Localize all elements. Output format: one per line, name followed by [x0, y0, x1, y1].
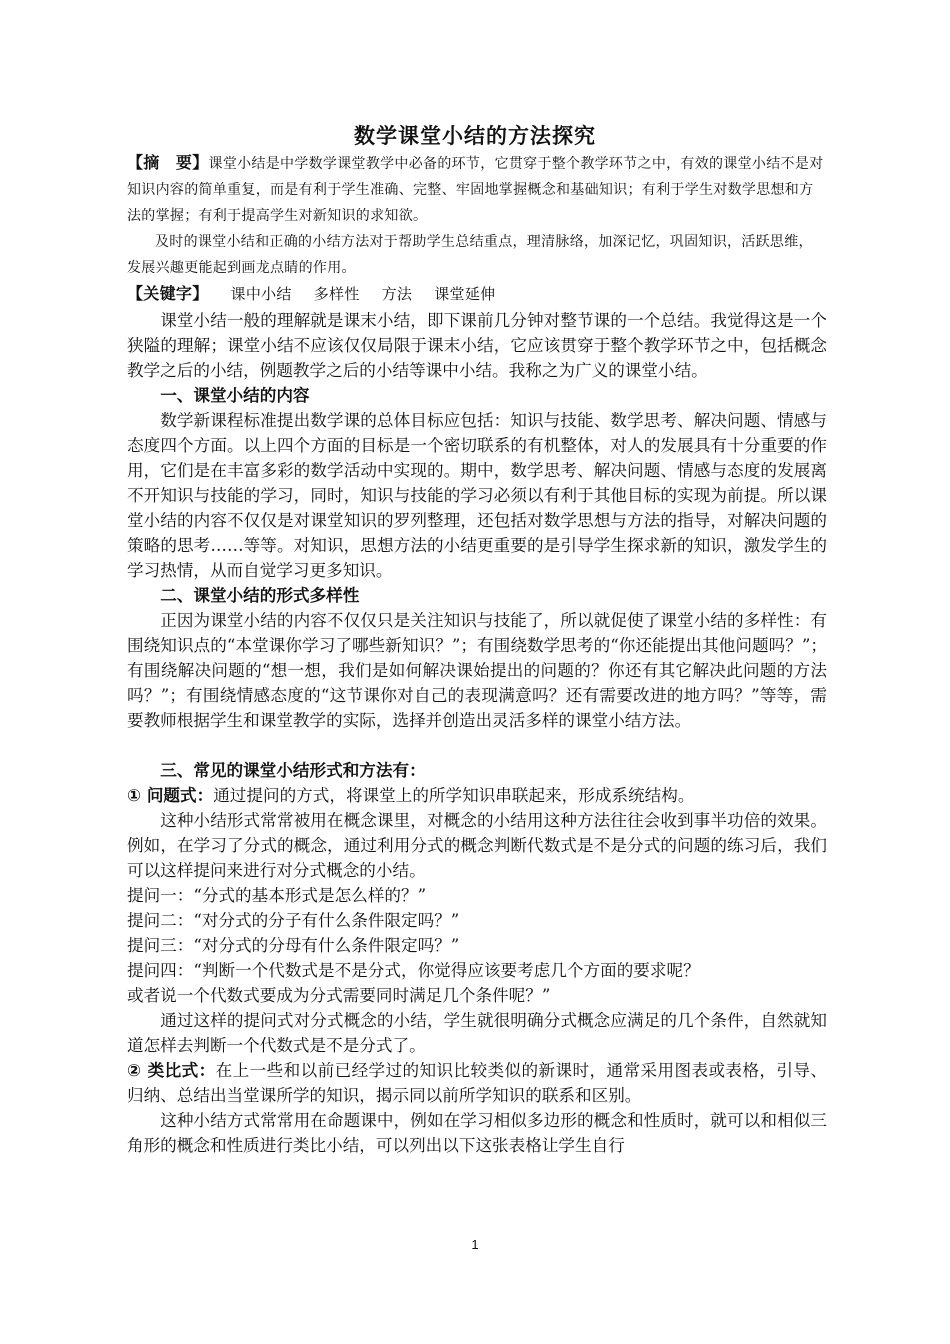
- question-line: 或者说一个代数式要成为分式需要同时满足几个条件呢？”: [127, 986, 551, 1005]
- method1-conclusion: 通过这样的提问式对分式概念的小结，学生就很明确分式概念应满足的几个条件，自然就知道怎样去判断一个代数式是不是分式了。: [127, 1011, 827, 1055]
- question-line: 提问一：“分式的基本形式是怎么样的？”: [127, 886, 427, 905]
- method1-label: ① 问题式：: [127, 786, 214, 805]
- section2-heading: 二、课堂小结的形式多样性: [160, 586, 360, 605]
- main-text: [127, 308, 827, 1158]
- keywords-line: [127, 281, 827, 308]
- keyword-item: 课堂延伸: [434, 285, 496, 303]
- abstract-section: [127, 150, 827, 308]
- question-line: 提问三：“对分式的分母有什么条件限定吗？”: [127, 936, 460, 955]
- blank-line: [127, 733, 827, 758]
- question-line: 提问四：“判断一个代数式是不是分式，你觉得应该要考虑几个方面的要求呢？: [127, 961, 700, 980]
- method2-paragraph: 这种小结方式常常用在命题课中，例如在学习相似多边形的概念和性质时，就可以和相似三角形的概念和性质进行类比小结，可以列出以下这张表格让学生自行: [127, 1111, 827, 1155]
- document-title: 数学课堂小结的方法探究: [354, 124, 596, 148]
- method2-label: ② 类比式：: [127, 1061, 216, 1080]
- intro-paragraph: 课堂小结一般的理解就是课末小结，即下课前几分钟对整节课的一个总结。我觉得这是一个狭隘的理解；课堂小结不应该仅仅局限于课末小结，它应该贯穿于整个教学环节之中，包括概念教学之后的小结，例题教学之后的小结等课中小结。我称之为广义的课堂小结。: [127, 311, 827, 380]
- page-number: 1: [471, 1237, 479, 1252]
- section1-heading: 一、课堂小结的内容: [160, 386, 310, 405]
- method1-text: 通过提问的方式，将课堂上的所学知识串联起来，形成系统结构。: [213, 786, 695, 805]
- keyword-item: 课中小结: [230, 285, 292, 303]
- keywords-label: 【关键字】: [127, 284, 209, 303]
- keyword-item: 方法: [381, 285, 413, 303]
- keyword-item: 多样性: [313, 285, 360, 303]
- section2-paragraph: 正因为课堂小结的内容不仅仅只是关注知识与技能了，所以就促使了课堂小结的多样性：有围绕知识点的“本堂课你学习了哪些新知识？”；有围绕数学思考的“你还能提出其他问题吗？”；有围绕解决问题的“想一想，我们是如何解决课始提出的问题的？你还有其它解决此问题的方法吗？”；有围绕情感态度的“这节课你对自己的表现满意吗？还有需要改进的地方吗？”等等，需要教师根据学生和课堂教学的实际，选择并创造出灵活多样的课堂小结方法。: [127, 611, 827, 730]
- document-body: [127, 150, 827, 1158]
- section1-paragraph: 数学新课程标准提出数学课的总体目标应包括：知识与技能、数学思考、解决问题、情感与态度四个方面。以上四个方面的目标是一个密切联系的有机整体，对人的发展具有十分重要的作用，它们是在丰富多彩的数学活动中实现的。期中，数学思考、解决问题、情感与态度的发展离不开知识与技能的学习，同时，知识与技能的学习必须以有利于其他目标的实现为前提。所以课堂小结的内容不仅仅是对课堂知识的罗列整理，还包括对数学思想与方法的指导，对解决问题的策略的思考……等等。对知识，思想方法的小结更重要的是引导学生探求新的知识，激发学生的学习热情，从而自觉学习更多知识。: [127, 411, 827, 580]
- method1-line: [127, 783, 827, 808]
- method2-line: [127, 1058, 827, 1108]
- abstract-text: 课堂小结是中学数学课堂教学中必备的环节，它贯穿于整个教学环节之中，有效的课堂小结不是对知识内容的简单重复，而是有利于学生准确、完整、牢固地掌握概念和基础知识；有利于学生对数学思想和方法的掌握；有利于提高学生对新知识的求知欲。: [127, 156, 824, 224]
- section3-heading: 三、常见的课堂小结形式和方法有：: [160, 761, 426, 780]
- abstract-text-2: 及时的课堂小结和正确的小结方法对于帮助学生总结重点，理清脉络，加深记忆，巩固知识，活跃思维，发展兴趣更能起到画龙点睛的作用。: [127, 234, 813, 276]
- question-line: 提问二：“对分式的分子有什么条件限定吗？”: [127, 911, 460, 930]
- method1-paragraph: 这种小结形式常常被用在概念课里，对概念的小结用这种方法往往会收到事半功倍的效果。例如，在学习了分式的概念，通过利用分式的概念判断代数式是不是分式的问题的练习后，我们可以这样提问来进行对分式概念的小结。: [127, 811, 827, 880]
- abstract-label: 【摘 要】: [127, 153, 209, 172]
- method2-text: 在上一些和以前已经学过的知识比较类似的新课时，通常采用图表或表格，引导、归纳、总结出当堂课所学的知识，揭示同以前所学知识的联系和区别。: [127, 1061, 828, 1105]
